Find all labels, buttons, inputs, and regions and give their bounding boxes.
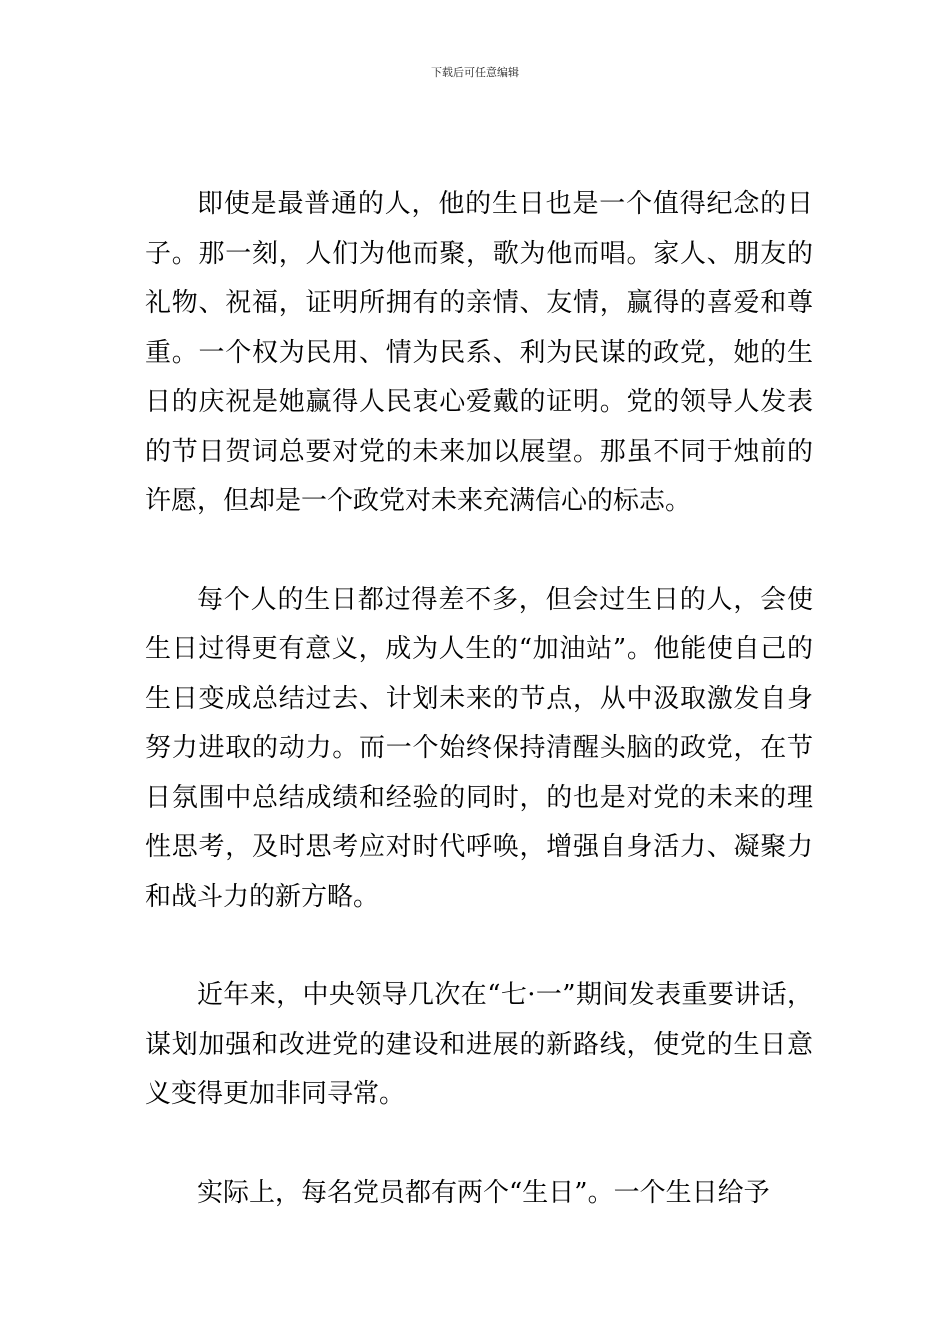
paragraph: 近年来，中央领导几次在“七·一”期间发表重要讲话，谋划加强和改进党的建设和进展的新路线，使党的生日意义变得更加非同寻常。	[145, 980, 813, 1109]
paragraph: 实际上，每名党员都有两个“生日”。一个生日给予	[197, 1177, 770, 1208]
paragraph: 每个人的生日都过得差不多，但会过生日的人，会使生日过得更有意义，成为人生的“加油站”。他能使自己的生日变成总结过去、计划未来的节点，从中汲取激发自身努力进取的动力。而一个始终保持清醒头脑的政党，在节日氛围中总结成绩和经验的同时，的也是对党的未来的理性思考，及时思考应对时代呼唤，增强自身活力、凝聚力和战斗力的新方略。	[145, 584, 813, 912]
paragraph: 即使是最普通的人，他的生日也是一个值得纪念的日子。那一刻，人们为他而聚，歌为他而唱。家人、朋友的礼物、祝福，证明所拥有的亲情、友情，赢得的喜爱和尊重。一个权为民用、情为民系、利为民谋的政党，她的生日的庆祝是她赢得人民衷心爱戴的证明。党的领导人发表的节日贺词总要对党的未来加以展望。那虽不同于烛前的许愿，但却是一个政党对未来充满信心的标志。	[145, 189, 813, 516]
page-header: 下载后可任意编辑	[431, 66, 519, 79]
document-body	[145, 180, 813, 1218]
